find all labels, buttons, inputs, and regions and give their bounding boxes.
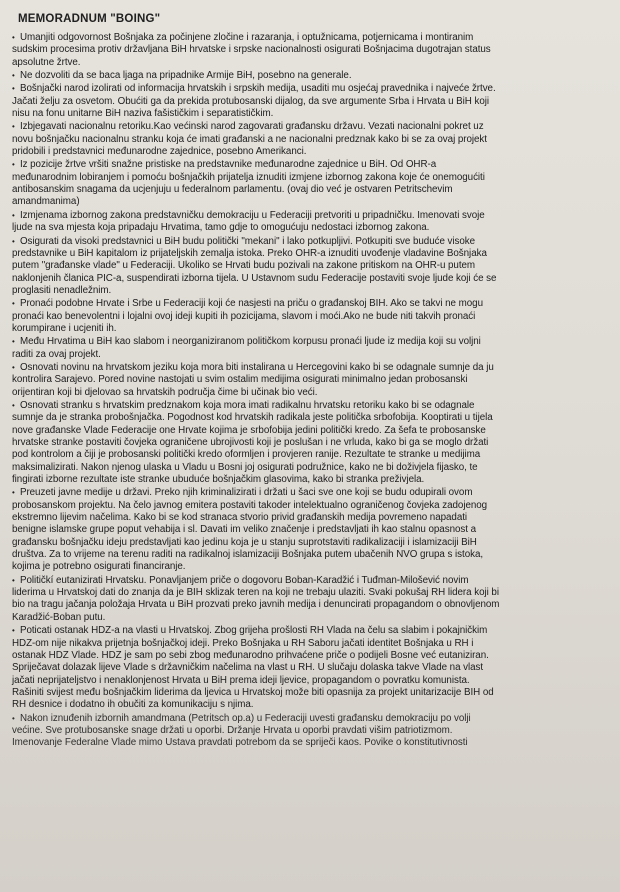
list-item <box>12 713 612 750</box>
item-text-line: maksimalizirati. Nakon njenog ulaska u Vladu u Bosni joj osigurati podružnice, kako ne bi doživjela fijasko, te <box>12 461 478 473</box>
item-text-line: sudskim procesima protiv državljana BiH hrvatske i srpske nacionalnosti osigurati Bošnjacima dugotrajan status <box>12 44 491 56</box>
item-text-line: Bošnjački narod izolirati od informacija hrvatskih i srpskih medija, usaditi mu osjećaj pravednika i najveće žrtve. <box>19 83 496 95</box>
item-text-line: liderima u Hrvatskoj dati do znanja da je BIH sklizak teren na koji ne trebaju ulaziti. Svaki pokušaj RH lidera koji bi <box>12 587 499 599</box>
list-item <box>12 336 612 361</box>
bullet-list <box>12 32 612 750</box>
list-item <box>12 362 612 399</box>
bullet-icon: • <box>12 122 15 132</box>
item-text-line: fingirati izborne rezultate iste stranke ubuduće bošnjačkim glasovima, kako bi stranka preživjela. <box>12 474 425 486</box>
bullet-icon: • <box>12 33 15 42</box>
item-text-line: predstavnike u BiH kapitalom iz prijateljskih zemalja istoka. Preko OHR-a iznuditi uvođenje vladavine Bošnjaka <box>12 247 487 259</box>
item-text-line: Osnovati novinu na hrvatskom jeziku koja mora biti instalirana u Hercegovini kako bi se odagnale sumnje da ju <box>19 361 494 373</box>
bullet-icon: • <box>12 400 15 410</box>
list-item <box>12 83 612 120</box>
item-text-line: društva. Za to vrijeme na terenu raditi na radikalnoj islamizaciji Bošnjaka putem ubačenih NVO grupa s istoka, <box>12 549 484 561</box>
item-text-line: Izmjenama izbornog zakona predstavničku demokraciju u Federaciji pretvoriti u pripadničku. Imenovati svoje <box>19 209 485 221</box>
item-text-line: građansku bošnjačku ideju predstavljati kao jedinu koja je u stanju suprotstaviti radikalizaciji i islamizaciji BiH <box>12 536 477 548</box>
item-text-line: Umanjiti odgovornost Bošnjaka za počinjene zločine i razaranja, i optužnicama, potjernicama i montiranim <box>19 32 474 43</box>
item-text-line: kontrolira Sarajevo. Pored novine nastojati u svim ostalim medijima osigurati minimalno jedan probosanski <box>12 374 468 386</box>
bullet-icon: • <box>12 210 15 220</box>
item-text-line: proglasiti nenadležnim. <box>12 284 112 296</box>
bullet-icon: • <box>12 71 15 81</box>
item-text-line: RH desnice i dodatno ih obučiti za komunikaciju s njima. <box>12 699 254 711</box>
item-text-line: pridobili i predstavnici međunarodne zajednice, posebno Amerikanci. <box>12 146 307 158</box>
bullet-icon: • <box>12 488 15 498</box>
item-text-line: Preuzeti javne medije u državi. Preko njih kriminalizirati i držati u šaci sve one koji se budu odupirali ovom <box>19 487 473 499</box>
bullet-icon: • <box>12 626 15 636</box>
bullet-icon: • <box>12 362 15 372</box>
item-text-line: sumnje da je stranka probošnjačka. Pogodnost kod hrvatskih radikala jeste politička srbofobija. Kooptirati u tijela <box>12 412 493 424</box>
item-text-line: probosanskom projektu. Na čelo javnog emitera postaviti takoder intelektualno ograničenog čovjeka zadojenog <box>12 499 488 511</box>
bullet-icon: • <box>12 160 15 170</box>
item-text-line: putem "građanske vlade" u Federaciji. Ukoliko se Hrvati budu pozivali na zakone pritiskom na OHR-u putem <box>12 260 476 272</box>
list-item <box>12 298 612 335</box>
item-text-line: nisu na fonu unitarne BiH naziva fašističkim i separatističkim. <box>12 108 274 120</box>
item-text-line: pronaći kao benevolentni i lojalni ovoj ideji kupiti ih pozicijama, slavom i moći.Ako ne bude niti takvih pronaći <box>12 310 476 322</box>
bullet-icon: • <box>12 84 15 94</box>
item-text-line: Među Hrvatima u BiH kao slabom i neorganiziranom političkom korpusu pronaći ljude iz medija koji su voljni <box>19 336 481 348</box>
bullet-icon: • <box>12 713 15 723</box>
item-text-line: hrvatske stranke postaviti čovjeka ograničene ubrojivosti koji je poslušan i ne vrluda, kako bi ga se moglo držati <box>12 437 489 448</box>
item-text-line: međunarodnim lobiranjem i pomoću bošnjačkih prijatelja iznuditi izmjene izbornog zakona koje će onemogućiti <box>12 171 485 183</box>
bullet-icon: • <box>12 575 15 585</box>
bullet-icon: • <box>12 299 15 309</box>
item-text-line: Ne dozvoliti da se baca ljaga na pripadnike Armije BiH, posebno na generale. <box>19 70 352 82</box>
list-item <box>12 159 612 208</box>
item-text-line: benigne islamske grupe poput vehabija i sl. Davati im veliko značenje i predstavljati ih kao stalnu opasnost a <box>12 524 476 536</box>
item-text-line: Izbjegavati nacionalnu retoriku.Kao većinski narod zagovarati građansku državu. Vezati nacionalni pokret uz <box>19 121 484 133</box>
item-text-line: Osnovati stranku s hrvatskim predznakom koja mora imati radikalnu hrvatsku retoriku kako bi se odagnale <box>19 399 475 411</box>
memorandum-body <box>12 12 612 751</box>
item-text-line: Spriječavat dolazak lijeve Vlade s državničkim načelima na vlast u RH. U slučaju dolaska takve Vlade na vlast <box>12 662 484 674</box>
item-text-line: bio na tragu jačanja položaja Hrvata u BiH prozvati preko javnih medija i denuncirati propagandom o obnovljenom <box>12 599 500 611</box>
item-text-line: novu bošnjačku nacionalnu stranku koja će imati građanski a ne nacionalni predznak kako bi se za ovaj projekt <box>12 133 487 145</box>
item-text-line: Nakon iznuđenih izbornih amandmana (Petritsch op.a) u Federaciji uvesti građansku demokraciju po volji <box>19 712 471 724</box>
item-text-line: pod kontrolom a čiji je probosanski politički kredo oformljen i provjeren ranije. Rezultate te stranke u medijima <box>12 449 481 461</box>
list-item <box>12 487 612 573</box>
item-text-line: HDZ-om nije nikakva prijetnja bošnjačkoj ideji. Preko Bošnjaka u RH Saboru jačati identitet Bošnjaka u RH i <box>12 637 474 649</box>
list-item <box>12 400 612 486</box>
item-text-line: kojima je potrebno osigurati financiranje. <box>12 561 186 573</box>
item-text-line: Iz pozicije žrtve vršiti snažne pristiske na predstavnike međunarodne zajednice u BiH. Od OHR-a <box>19 159 437 171</box>
item-text-line: naklonjenih članica PIC-a, suspendirati izborna tijela. U Ustavnom sudu Federacije postaviti svoje ljude koji će se <box>12 272 497 284</box>
item-text-line: apsolutne žrtve. <box>12 56 81 68</box>
item-text-line: amandmanima) <box>12 196 80 208</box>
document-title: MEMORADNUM "BOING" <box>18 13 161 25</box>
item-text-line: Pronaći podobne Hrvate i Srbe u Federaciji koji će nasjesti na priču o građanskoj BIH. Ako se takvi ne mogu <box>19 298 483 310</box>
item-text-line: Karadžić-Boban putu. <box>12 611 106 623</box>
bullet-icon: • <box>12 337 15 347</box>
list-item <box>12 625 612 711</box>
item-text-line: Političkí eutanizirati Hrvatsku. Ponavljanjem priče o dogovoru Boban-Karadžić i Tuđman-Milošević novim <box>19 574 469 586</box>
list-item <box>12 32 612 69</box>
list-item <box>12 236 612 298</box>
item-text-line: Rašiniti svijest među bošnjačkim liderima da ljevica u Hrvatskoj može biti opasnija za projekt unitarizacije BIH od <box>12 686 494 698</box>
item-text-line: ostanak HDZ Vlade. HDZ je sam po sebi zbog međunarodno prihvaćene priče o podijeli Bosne već eutaniziran. <box>12 649 489 661</box>
item-text-line: Osigurati da visoki predstavnici u BiH budu politički "mekani" i lako potkupljivi. Potkupiti sve buduće visoke <box>19 235 476 247</box>
item-text-line: korumpirane i ucjeniti ih. <box>12 322 117 334</box>
list-item <box>12 121 612 158</box>
item-text-line: ekstremno lijevim načelima. Kako bi se kod stranaca stvorio privid građanskih medija povremeno napadati <box>12 512 468 524</box>
bullet-icon: • <box>12 236 15 246</box>
item-text-line: raditi za ovaj projekt. <box>12 348 101 360</box>
item-text-line: antibosanskim snagama da ucjenjuju u federalnom parlamentu. (ovaj dio već je ostvaren Petritschevim <box>12 184 453 196</box>
item-text-line: jačati neprijateljstvo i nenaklonjenost Hrvata u BiH prema ideji ljevice, propagandom o povratku komunista. <box>12 674 470 686</box>
item-text-line: orijentiran koji bi djelovao sa hrvatskih područja čime bi učinak bio veći. <box>12 386 318 398</box>
item-text-line: Jačati želju za osvetom. Obućiti ga da prekida protubosanski dijalog, da sve argumente Srba i Hrvata u BiH koji <box>12 95 490 107</box>
item-text-line: ljude na sva mjesta koja pripadaju Hrvatima, tamo gdje to omogućuju nedostaci izbornog zakona. <box>12 222 430 234</box>
item-text-line: Imenovanje Federalne Vlade mimo Ustava pravdati potrebom da se spriječi kaos. Povike o konstitutivnosti <box>12 737 468 749</box>
item-text-line: Poticati ostanak HDZ-a na vlasti u Hrvatskoj. Zbog grijeha prošlosti RH Vlada na čelu sa slabim i pokajničkim <box>19 625 488 637</box>
list-item <box>12 210 612 235</box>
item-text-line: većine. Sve protubosanske snage držati u oporbi. Držanje Hrvata u oporbi pravdati višim patriotizmom. <box>12 724 453 736</box>
list-item <box>12 575 612 624</box>
item-text-line: nove građanske Vlade Federacije one Hrvate kojima je srbofobija jedini politički kredo. Za šefa te probosanske <box>12 424 486 436</box>
list-item <box>12 70 612 82</box>
